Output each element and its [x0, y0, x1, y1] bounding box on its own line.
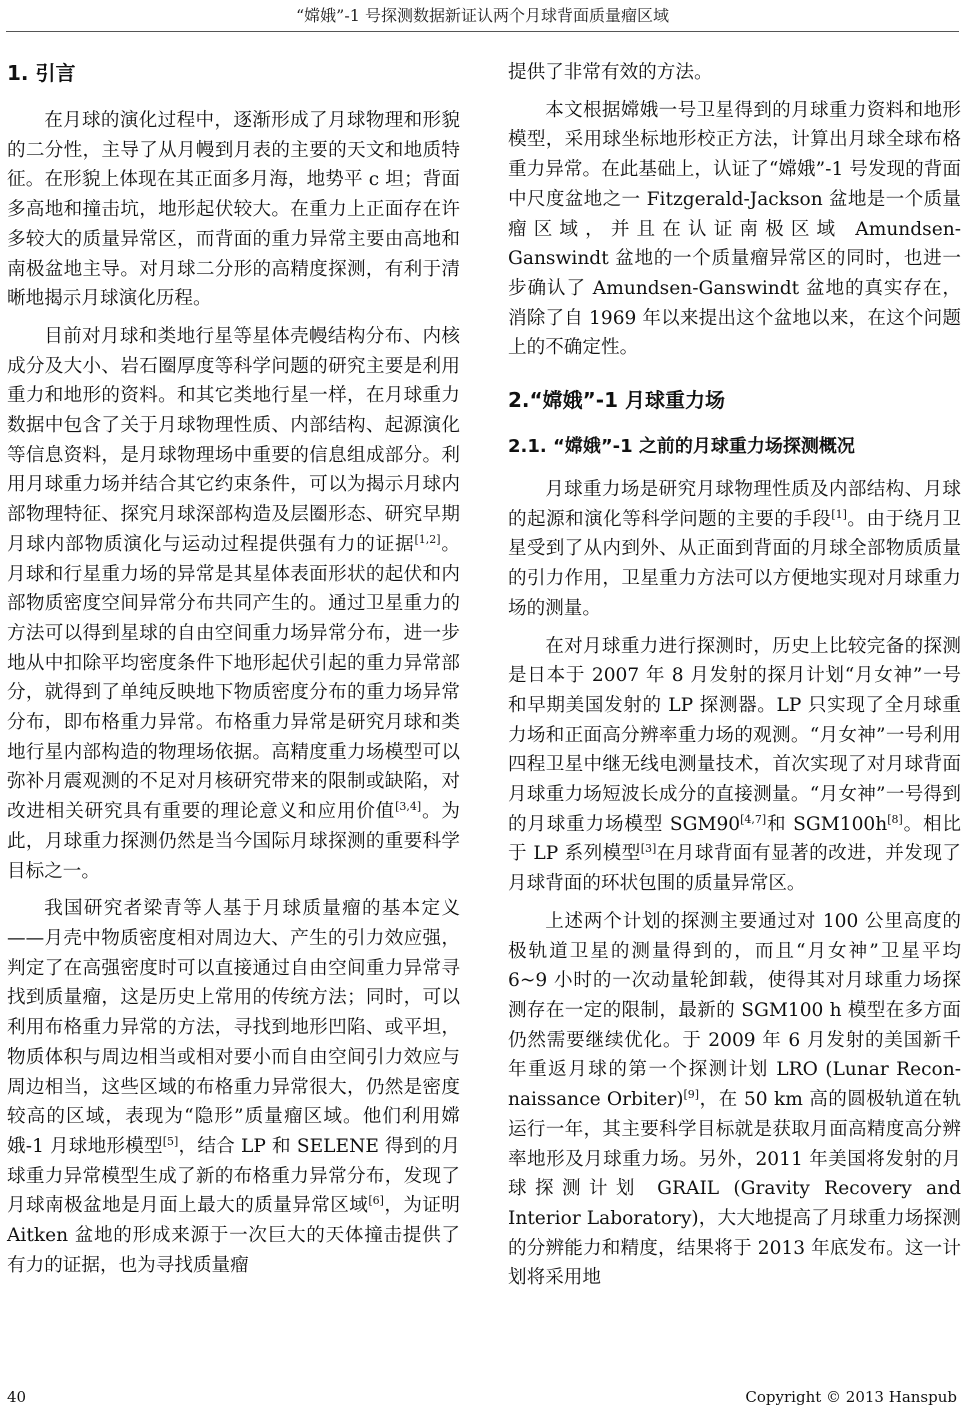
text-run: 。相比于 LP 系列模型 — [508, 813, 961, 865]
citation[interactable]: [5] — [162, 1134, 179, 1148]
text-run: 上述两个计划的探测主要通过对 100 公里高度的极轨道卫星的测量得到的，而且“月女神”卫星平均 6~9 小时的一次动量轮卸载，使得其对月球重力场探测存在一定的限制，最新的 SGM100 h 模型在多方面仍然需要继续优化。于 2009 年 6 月发射的美国新千年重返月球的第一个探测计划 LRO (Lunar Reconnaissance Orbiter) — [508, 910, 961, 1111]
running-header: “嫦娥”-1 号探测数据新证认两个月球背面质量瘤区域 — [295, 6, 670, 25]
text-run: 在月球背面有显著的改进，并发现了月球背面的环状包围的质量异常区。 — [508, 843, 961, 895]
header-divider — [6, 31, 959, 32]
text-run: 。由于绕月卫星受到了从内到外、从正面到背面的月球全部物质质量的引力作用，卫星重力方法可以方便地实现对月球重力场的测量。 — [508, 508, 961, 619]
copyright-notice: Copyright © 2013 Hanspub — [745, 1388, 957, 1406]
citation[interactable]: [3] — [640, 842, 657, 856]
citation[interactable]: [6] — [368, 1194, 384, 1208]
section-heading-introduction: 1. 引言 — [7, 61, 76, 85]
paragraph: 在月球的演化过程中，逐渐形成了月球物理和形貌的二分性，主导了从月幔到月表的主要的天文和地质特征。在形貌上体现在其正面多月海，地势平 c 坦；背面多高地和撞击坑，地形起伏较大。在重力上正面存在许多较大的质量异常区，而背面的重力异常主要由高地和南极盆地主导。对月球二分形的高精度探测，有利于清晰地揭示月球演化历程。 — [7, 110, 460, 310]
citation[interactable]: [3,4] — [395, 800, 422, 814]
text-run: 和 SGM100h — [766, 813, 888, 835]
subsection-heading: 2.1. “嫦娥”-1 之前的月球重力场探测概况 — [508, 436, 855, 458]
paragraph — [508, 907, 961, 1293]
text-run: ，在 50 km 高的圆极轨道在轨运行一年，其主要科学目标就是获取月面高精度高分辨率地形及月球重力场。另外，2011 年美国将发射的月球探测计划 GRAIL (Gravity Recovery and Interior Laboratory)，大大地提高了月球重力场探测的分辨能力和精度，结果将于 2013 年底发布。这一计划将采用地 — [508, 1089, 961, 1289]
text-run: ，结合 LP 和 SELENE 得到的月球重力异常模型生成了新的布格重力异常分布，发现了月球南极盆地是月面上最大的质量异常区域 — [7, 1135, 461, 1217]
paragraph: 本文根据嫦娥一号卫星得到的月球重力资料和地形模型，采用球坐标地形校正方法，计算出月球全球布格重力异常。在此基础上，认证了“嫦娥”-1 号发现的背面中尺度盆地之一 Fitzgerald-Jackson 盆地是一个质量瘤区域，并且在认证南极区域 Amundsen-Ganswindt 盆地的一个质量瘤异常区的同时，也进一步确认了 Amundsen-Ganswindt 盆地的真实存在，消除了自 1969 年以来提出这个盆地以来，在这个问题上的不确定性。 — [508, 99, 961, 359]
page-number: 40 — [7, 1388, 27, 1406]
text-run: 月球重力场是研究月球物理性质及内部结构、月球的起源和演化等科学问题的主要的手段 — [508, 479, 961, 530]
right-column — [508, 58, 961, 1293]
text-run: 。为此，月球重力探测仍然是当今国际月球探测的重要科学目标之一。 — [7, 801, 460, 882]
paragraph — [7, 894, 460, 1280]
section-heading-gravity-field: 2.“嫦娥”-1 月球重力场 — [508, 388, 725, 413]
citation[interactable]: [9] — [683, 1088, 700, 1102]
paragraph — [7, 322, 460, 886]
paragraph — [508, 475, 961, 624]
paragraph: 提供了非常有效的方法。 — [508, 62, 713, 83]
text-run: 在对月球重力进行探测时，历史上比较完备的探测是日本于 2007 年 8 月发射的探月计划“月女神”一号和早期美国发射的 LP 探测器。LP 只实现了全月球重力场和正面高分辨率重力场的观测。“月女神”一号利用四程卫星中继无线电测量技术，首次实现了对月球背面月球重力场短波长成分的直接测量。“月女神”一号得到的月球重力场模型 SGM90 — [508, 635, 961, 835]
citation[interactable]: [1] — [831, 507, 847, 521]
citation[interactable]: [8] — [887, 812, 903, 826]
text-run: 目前对月球和类地行星等星体壳幔结构分布、内核成分及大小、岩石圈厚度等科学问题的研究主要是利用重力和地形的资料。和其它类地行星一样，在月球重力数据中包含了关于月球物理性质、内部结构、起源演化等信息资料，是月球物理场中重要的信息组成部分。利用月球重力场并结合其它约束条件，可以为揭示月球内部物理特征、探究月球深部构造及层圈形态、研究早期月球内部物质演化与运动过程提供强有力的证据 — [7, 325, 460, 555]
text-run: ，为证明 Aitken 盆地的形成来源于一次巨大的天体撞击提供了有力的证据，也为寻找质量瘤 — [7, 1195, 460, 1276]
citation[interactable]: [1,2] — [414, 532, 441, 546]
left-column — [7, 58, 460, 1280]
text-run: 。月球和行星重力场的异常是其星体表面形状的起伏和内部物质密度空间异常分布共同产生的。通过卫星重力的方法可以得到星球的自由空间重力场异常分布，进一步地从中扣除平均密度条件下地形起伏引起的重力异常部分，就得到了单纯反映地下物质密度分布的重力场异常分布，即布格重力异常。布格重力异常是研究月球和类地行星内部构造的物理场依据。高精度重力场模型可以弥补月震观测的不足对月核研究带来的限制或缺陷，对改进相关研究具有重要的理论意义和应用价值 — [7, 533, 460, 823]
text-run: 我国研究者梁青等人基于月球质量瘤的基本定义——月壳中物质密度相对周边大、产生的引力效应强，判定了在高强密度时可以直接通过自由空间重力异常寻找到质量瘤，这是历史上常用的传统方法；同时，可以利用布格重力异常的方法，寻找到地形凹陷、或平坦，物质体积与周边相当或相对要小而自由空间引力效应与周边相当，这些区域的布格重力异常很大，仍然是密度较高的区域，表现为“隐形”质量瘤区域。他们利用嫦娥-1 月球地形模型 — [7, 898, 460, 1157]
citation[interactable]: [4,7] — [740, 812, 767, 826]
paragraph — [508, 632, 961, 899]
